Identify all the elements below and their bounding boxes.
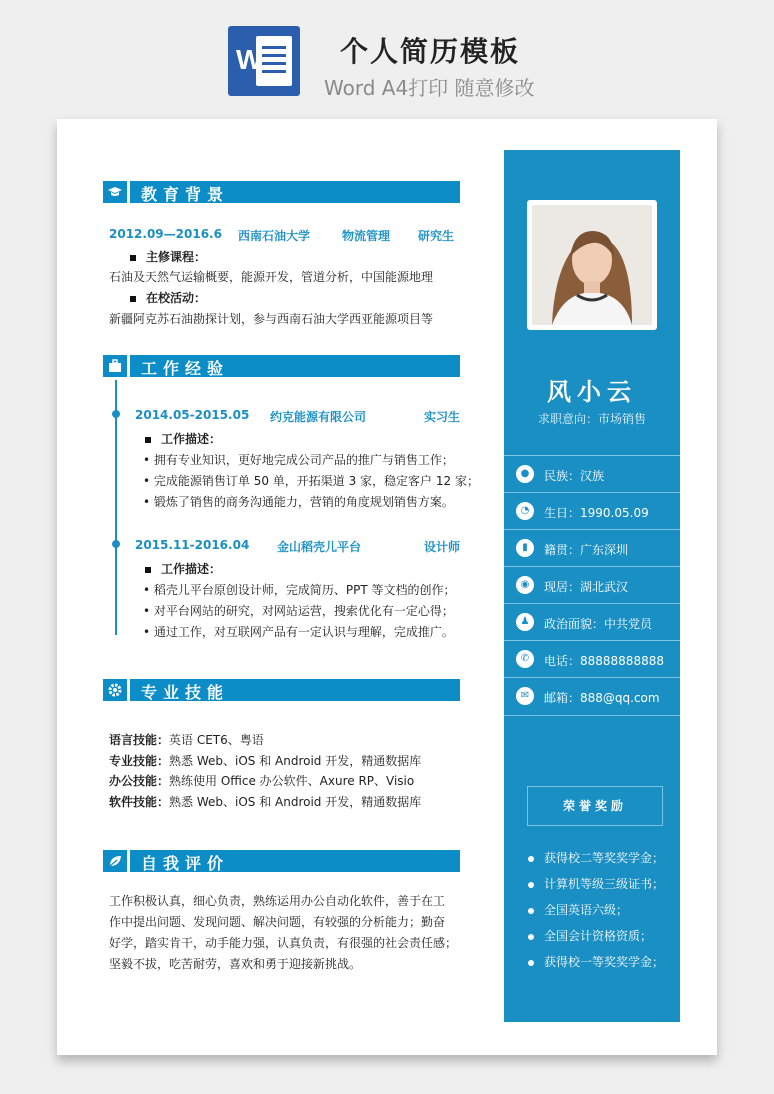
edu-activities: 新疆阿克苏石油勘探计划，参与西南石油大学西亚能源项目等	[109, 312, 434, 326]
info-row-hometown	[504, 529, 680, 567]
info-residence: 现居：湖北武汉	[544, 580, 629, 594]
info-email: 邮箱：888@qq.com	[544, 691, 660, 705]
section-work-header	[103, 355, 460, 377]
portrait-illustration	[532, 205, 652, 325]
section-education-title: 教育背景	[141, 185, 230, 204]
work-2-company: 金山稻壳儿平台	[277, 540, 362, 554]
info-row-birthday	[504, 492, 680, 530]
section-self-title: 自我评价	[141, 854, 230, 873]
work-dot-2	[112, 540, 120, 548]
info-phone: 电话：88888888888	[544, 654, 664, 668]
word-logo	[228, 26, 300, 96]
info-row-phone	[504, 640, 680, 678]
edu-degree: 研究生	[418, 229, 455, 243]
self-eval-line: 好学，踏实肯干，动手能力强，认真负责，有很强的社会责任感；	[109, 936, 458, 950]
location-icon: ◉	[516, 576, 534, 594]
user-icon: ♟	[516, 613, 534, 631]
phone-icon: ✆	[516, 650, 534, 668]
skill-row: 专业技能：熟悉 Web、iOS 和 Android 开发，精通数据库	[109, 754, 422, 768]
chart-icon: ▮	[516, 539, 534, 557]
honor-item: 计算机等级三级证书；	[528, 875, 664, 892]
work-1-item: • 锻炼了销售的商务沟通能力，营销的角度规划销售方案。	[143, 495, 454, 509]
work-1-item: • 完成能源销售订单 50 单，开拓渠道 3 家，稳定客户 12 家；	[143, 474, 479, 488]
leaf-icon	[107, 853, 123, 869]
honor-item: 获得校一等奖奖学金；	[528, 953, 664, 970]
work-timeline	[115, 380, 117, 635]
section-education-header	[103, 181, 460, 203]
profile-photo	[527, 200, 657, 330]
profile-intent: 求职意向：市场销售	[537, 412, 646, 426]
self-eval-line: 工作积极认真，细心负责，熟练运用办公自动化软件，善于在工	[109, 894, 446, 908]
section-self-header	[103, 850, 460, 872]
info-political: 政治面貌：中共党员	[544, 617, 653, 631]
honors-title: 荣誉奖励	[527, 786, 663, 826]
work-2-item: • 通过工作，对互联网产品有一定认识与理解，完成推广。	[143, 625, 454, 639]
work-1-item: • 拥有专业知识，更好地完成公司产品的推广与销售工作；	[143, 453, 454, 467]
self-eval-line: 坚毅不拔，吃苦耐劳，喜欢和勇于迎接新挑战。	[109, 957, 362, 971]
work-1-period: 2014.05-2015.05	[135, 408, 250, 422]
work-2-desc-label: 工作描述：	[145, 560, 221, 577]
edu-period: 2012.09—2016.6	[109, 227, 222, 241]
edu-activities-label: 在校活动：	[130, 289, 206, 306]
skill-row: 办公技能：熟练使用 Office 办公软件、Axure RP、Visio	[109, 774, 415, 788]
info-row-residence	[504, 566, 680, 604]
page-title: 个人简历模板	[340, 35, 521, 68]
edu-courses: 石油及天然气运输概要，能源开发，管道分析，中国能源地理	[109, 270, 434, 284]
edu-major: 物流管理	[342, 229, 391, 243]
work-2-role: 设计师	[424, 540, 461, 554]
section-skills-header	[103, 679, 460, 701]
graduation-cap-icon	[107, 184, 123, 200]
work-2-item: • 稻壳儿平台原创设计师，完成简历、PPT 等文档的创作；	[143, 583, 456, 597]
work-2-period: 2015.11-2016.04	[135, 538, 250, 552]
gear-icon	[107, 682, 123, 698]
work-1-company: 约克能源有限公司	[270, 410, 367, 424]
info-row-ethnicity	[504, 455, 680, 493]
info-ethnicity: 民族：汉族	[544, 469, 605, 483]
info-hometown: 籍贯：广东深圳	[544, 543, 629, 557]
work-dot-1	[112, 410, 120, 418]
self-eval-line: 作中提出问题、发现问题、解决问题，有较强的分析能力；勤奋	[109, 915, 446, 929]
section-work-title: 工作经验	[141, 359, 230, 378]
honor-item: 全国英语六级；	[528, 901, 628, 918]
section-skills-title: 专业技能	[141, 683, 230, 702]
skill-row: 语言技能：英语 CET6、粤语	[109, 733, 264, 747]
profile-name: 风小云	[547, 378, 637, 406]
work-1-role: 实习生	[424, 410, 461, 424]
work-2-item: • 对平台网站的研究，对网站运营，搜索优化有一定心得；	[143, 604, 454, 618]
calendar-icon: ◔	[516, 502, 534, 520]
edu-courses-label: 主修课程：	[130, 248, 206, 265]
mail-icon: ✉	[516, 687, 534, 705]
word-logo-letter: W	[236, 44, 263, 75]
edu-school: 西南石油大学	[238, 229, 311, 243]
honor-item: 全国会计资格资质；	[528, 927, 652, 944]
info-row-email	[504, 677, 680, 716]
person-icon: ●	[516, 465, 534, 483]
info-birthday: 生日：1990.05.09	[544, 506, 649, 520]
briefcase-icon	[107, 358, 123, 374]
page-subtitle: Word A4打印 随意修改	[324, 76, 535, 100]
skill-row: 软件技能：熟悉 Web、iOS 和 Android 开发，精通数据库	[109, 795, 422, 809]
work-1-desc-label: 工作描述：	[145, 430, 221, 447]
info-row-political	[504, 603, 680, 641]
honor-item: 获得校二等奖奖学金；	[528, 849, 664, 866]
